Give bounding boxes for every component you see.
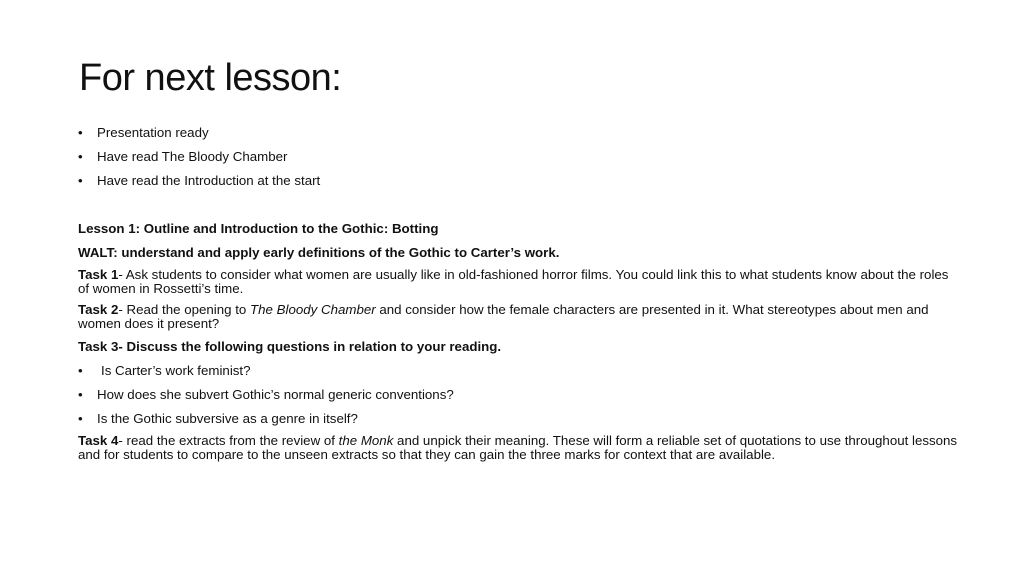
list-item	[78, 148, 958, 172]
walt-statement: WALT: understand and apply early definitions of the Gothic to Carter’s work.	[78, 245, 560, 260]
bullet-icon: •	[78, 125, 83, 140]
question-text: Is the Gothic subversive as a genre in itself?	[97, 410, 358, 426]
slide-body	[78, 124, 958, 469]
task-2-paragraph	[78, 303, 958, 331]
prep-item-text: Have read the Introduction at the start	[97, 173, 321, 188]
spacer	[78, 196, 958, 220]
prep-item-text: Have read The Bloody Chamber	[97, 149, 288, 164]
task-4-label: Task 4	[78, 432, 119, 448]
list-item	[78, 124, 958, 148]
task-2-book-title: The Bloody Chamber	[250, 301, 376, 317]
task-4-text-a: - read the extracts from the review of	[118, 432, 339, 448]
task-1-paragraph	[78, 268, 958, 296]
task-2-text-a: - Read the opening to	[118, 301, 251, 317]
bullet-icon: •	[78, 173, 83, 188]
bullet-icon: •	[78, 386, 83, 402]
task-1-text: - Ask students to consider what women are usually like in old-fashioned horror films. You could link this to what students know about the roles of women in Rossetti’s time.	[78, 267, 949, 296]
prep-list	[78, 124, 958, 196]
slide-title: For next lesson:	[79, 57, 342, 99]
lesson-heading: Lesson 1: Outline and Introduction to the Gothic: Botting	[78, 221, 439, 236]
task-2-text-b: and consider how the female characters are presented in it. What stereotypes about men and women does it present?	[78, 301, 929, 331]
question-text: Is Carter’s work feminist?	[101, 362, 251, 378]
bullet-icon: •	[78, 149, 83, 164]
task-4-book-title: the Monk	[338, 432, 394, 448]
list-item	[78, 410, 958, 434]
bullet-icon: •	[78, 362, 83, 378]
list-item	[78, 172, 958, 196]
prep-item-text: Presentation ready	[97, 125, 209, 140]
list-item	[78, 362, 958, 386]
task-3-heading: Task 3- Discuss the following questions in relation to your reading.	[78, 338, 502, 354]
question-text: How does she subvert Gothic’s normal generic conventions?	[97, 386, 454, 402]
task-1-label: Task 1	[78, 267, 119, 282]
task-2-label: Task 2	[78, 301, 119, 317]
task-4-text-b: and unpick their meaning. These will form a reliable set of quotations to use throughout lessons and for students to compare to the unseen extracts so that they can gain the three marks for context that are available.	[78, 432, 958, 462]
bullet-icon: •	[78, 410, 83, 426]
task-4-paragraph	[78, 434, 958, 462]
list-item	[78, 386, 958, 410]
